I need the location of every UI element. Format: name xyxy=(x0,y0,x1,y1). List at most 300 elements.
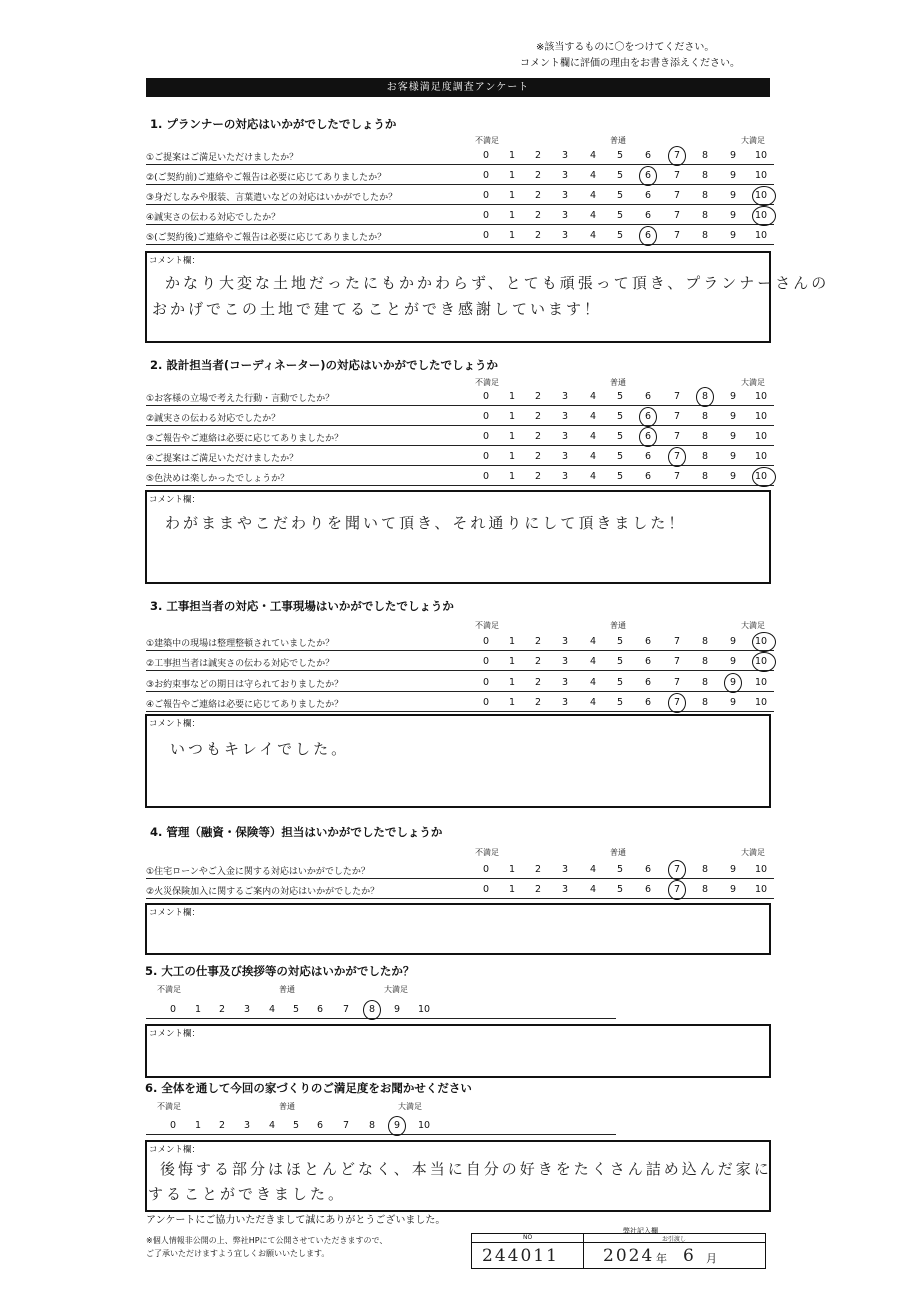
scale-number[interactable]: 0 xyxy=(482,391,490,402)
scale-underline xyxy=(146,1134,616,1135)
scale-number[interactable]: 10 xyxy=(754,636,768,647)
scale-number[interactable]: 1 xyxy=(508,190,516,201)
scale-number[interactable]: 9 xyxy=(729,451,737,462)
answer-circle-mark xyxy=(752,632,776,652)
scale-number[interactable]: 4 xyxy=(589,636,597,647)
scale-number[interactable]: 6 xyxy=(644,656,652,667)
scale-number[interactable]: 0 xyxy=(482,150,490,161)
scale-number[interactable]: 9 xyxy=(729,677,737,688)
scale-number[interactable]: 10 xyxy=(754,411,768,422)
thanks-text: アンケートにご協力いただきまして誠にありがとうございました。 xyxy=(146,1215,446,1226)
scale-number[interactable]: 3 xyxy=(561,471,569,482)
question-label: ①建築中の現場は整理整頓されていましたか？ xyxy=(146,639,335,649)
scale-number[interactable]: 0 xyxy=(482,451,490,462)
scale-number[interactable]: 9 xyxy=(729,864,737,875)
scale-number[interactable]: 10 xyxy=(754,391,768,402)
answer-circle-mark xyxy=(668,146,686,166)
question-underline xyxy=(146,244,774,245)
handwritten-comment: おかげでこの土地で建てることができ感謝しています！ xyxy=(152,300,603,318)
question-underline xyxy=(146,445,774,446)
scale-number[interactable]: 3 xyxy=(561,190,569,201)
scale-number[interactable]: 2 xyxy=(534,884,542,895)
question-label: ②工事担当者は誠実さの伝わる対応でしたか？ xyxy=(146,659,335,669)
scale-number[interactable]: 9 xyxy=(729,656,737,667)
comment-box[interactable] xyxy=(145,903,771,955)
scale-number[interactable]: 7 xyxy=(673,884,681,895)
scale-number[interactable]: 10 xyxy=(754,230,768,241)
scale-number[interactable]: 7 xyxy=(673,411,681,422)
scale-number[interactable]: 3 xyxy=(561,636,569,647)
scale-number[interactable]: 8 xyxy=(701,451,709,462)
scale-number[interactable]: 3 xyxy=(561,451,569,462)
scale-number[interactable]: 9 xyxy=(729,884,737,895)
scale-number[interactable]: 5 xyxy=(616,697,624,708)
scale-number[interactable]: 8 xyxy=(368,1004,376,1015)
scale-number[interactable]: 5 xyxy=(616,210,624,221)
question-label: ⑤(ご契約後)ご連絡やご報告は必要に応じてありましたか？ xyxy=(146,233,387,243)
scale-number[interactable]: 1 xyxy=(508,864,516,875)
scale-number[interactable]: 2 xyxy=(534,431,542,442)
scale-number[interactable]: 8 xyxy=(701,697,709,708)
comment-box-label: コメント欄： xyxy=(149,1029,201,1039)
scale-number[interactable]: 4 xyxy=(589,864,597,875)
scale-number[interactable]: 0 xyxy=(482,864,490,875)
scale-number[interactable]: 2 xyxy=(534,451,542,462)
scale-number[interactable]: 9 xyxy=(729,636,737,647)
scale-number[interactable]: 3 xyxy=(561,677,569,688)
scale-number[interactable]: 3 xyxy=(561,170,569,181)
scale-number[interactable]: 5 xyxy=(616,150,624,161)
scale-number[interactable]: 2 xyxy=(534,190,542,201)
scale-number[interactable]: 9 xyxy=(729,230,737,241)
scale-label-high: 大満足 xyxy=(741,136,765,145)
comment-box[interactable] xyxy=(145,1024,771,1078)
answer-circle-mark xyxy=(668,860,686,880)
scale-number[interactable]: 5 xyxy=(616,884,624,895)
scale-number[interactable]: 7 xyxy=(342,1004,350,1015)
scale-number[interactable]: 1 xyxy=(508,677,516,688)
scale-number[interactable]: 4 xyxy=(589,230,597,241)
scale-number[interactable]: 7 xyxy=(673,431,681,442)
scale-label-high: 大満足 xyxy=(741,378,765,387)
scale-number[interactable]: 6 xyxy=(644,864,652,875)
scale-number[interactable]: 0 xyxy=(482,431,490,442)
scale-number[interactable]: 10 xyxy=(754,150,768,161)
scale-number[interactable]: 1 xyxy=(194,1120,202,1131)
scale-number[interactable]: 5 xyxy=(616,656,624,667)
question-label: ⑤色決めは楽しかったでしょうか？ xyxy=(146,474,290,484)
scale-number[interactable]: 8 xyxy=(701,677,709,688)
scale-number[interactable]: 4 xyxy=(589,431,597,442)
scale-number[interactable]: 3 xyxy=(561,431,569,442)
office-use-label: 弊社記入欄 xyxy=(623,1227,658,1235)
scale-number[interactable]: 0 xyxy=(482,411,490,422)
scale-number[interactable]: 2 xyxy=(534,697,542,708)
scale-number[interactable]: 7 xyxy=(673,677,681,688)
answer-circle-mark xyxy=(752,652,776,672)
scale-number[interactable]: 1 xyxy=(508,471,516,482)
scale-number[interactable]: 6 xyxy=(644,677,652,688)
scale-number[interactable]: 2 xyxy=(534,170,542,181)
scale-number[interactable]: 4 xyxy=(589,210,597,221)
answer-circle-mark xyxy=(639,427,657,447)
scale-number[interactable]: 2 xyxy=(534,150,542,161)
scale-label-mid: 普通 xyxy=(610,621,626,630)
answer-circle-mark xyxy=(724,673,742,693)
scale-number[interactable]: 1 xyxy=(508,697,516,708)
scale-number[interactable]: 10 xyxy=(754,697,768,708)
scale-number[interactable]: 0 xyxy=(482,471,490,482)
scale-number[interactable]: 8 xyxy=(701,230,709,241)
scale-number[interactable]: 7 xyxy=(673,170,681,181)
scale-number[interactable]: 0 xyxy=(482,170,490,181)
scale-number[interactable]: 3 xyxy=(561,864,569,875)
scale-number[interactable]: 7 xyxy=(673,210,681,221)
scale-number[interactable]: 9 xyxy=(729,190,737,201)
scale-label-high: 大満足 xyxy=(384,985,408,994)
scale-number[interactable]: 4 xyxy=(268,1004,276,1015)
scale-number[interactable]: 8 xyxy=(701,150,709,161)
scale-number[interactable]: 5 xyxy=(616,677,624,688)
scale-number[interactable]: 9 xyxy=(729,210,737,221)
scale-number[interactable]: 4 xyxy=(589,656,597,667)
month-suffix: 月 xyxy=(706,1252,717,1265)
scale-number[interactable]: 8 xyxy=(701,471,709,482)
scale-number[interactable]: 2 xyxy=(534,636,542,647)
handwritten-comment: かなり大変な土地だったにもかかわらず、とても頑張って頂き、プランナーさんの xyxy=(165,274,830,292)
scale-number[interactable]: 1 xyxy=(508,411,516,422)
comment-box[interactable] xyxy=(145,490,771,584)
scale-number[interactable]: 1 xyxy=(508,431,516,442)
question-label: ④ご報告やご連絡は必要に応じてありましたか？ xyxy=(146,700,344,710)
answer-circle-mark xyxy=(639,407,657,427)
scale-number[interactable]: 1 xyxy=(508,636,516,647)
handover-year-value: 2024 xyxy=(603,1246,655,1266)
scale-number[interactable]: 5 xyxy=(616,170,624,181)
question-underline xyxy=(146,650,774,651)
scale-number[interactable]: 7 xyxy=(673,864,681,875)
instruction-note-circle: ※該当するものに〇をつけてください。 xyxy=(536,42,715,53)
scale-number[interactable]: 7 xyxy=(342,1120,350,1131)
scale-underline xyxy=(146,1018,616,1019)
scale-number[interactable]: 9 xyxy=(729,471,737,482)
scale-number[interactable]: 0 xyxy=(482,190,490,201)
scale-number[interactable]: 7 xyxy=(673,190,681,201)
section-title-4: 4. 管理（融資・保険等）担当はいかがでしたでしょうか xyxy=(150,825,443,839)
section-title-1: 1. プランナーの対応はいかがでしたでしょうか xyxy=(150,117,397,131)
question-label: ①住宅ローンやご入金に関する対応はいかがでしたか？ xyxy=(146,867,370,877)
scale-number[interactable]: 8 xyxy=(701,884,709,895)
scale-number[interactable]: 4 xyxy=(589,391,597,402)
section-title-5: 5. 大工の仕事及び挨拶等の対応はいかがでしたか？ xyxy=(145,964,415,978)
scale-number[interactable]: 4 xyxy=(268,1120,276,1131)
scale-number[interactable]: 2 xyxy=(534,471,542,482)
scale-label-high: 大満足 xyxy=(741,621,765,630)
scale-number[interactable]: 9 xyxy=(729,170,737,181)
scale-number[interactable]: 6 xyxy=(644,884,652,895)
scale-number[interactable]: 8 xyxy=(701,656,709,667)
scale-number[interactable]: 10 xyxy=(754,170,768,181)
question-label: ②火災保険加入に関するご案内の対応はいかがでしたか？ xyxy=(146,887,380,897)
answer-circle-mark xyxy=(639,166,657,186)
scale-number[interactable]: 6 xyxy=(644,431,652,442)
answer-circle-mark xyxy=(668,693,686,713)
scale-number[interactable]: 3 xyxy=(561,210,569,221)
scale-number[interactable]: 7 xyxy=(673,451,681,462)
scale-number[interactable]: 1 xyxy=(508,230,516,241)
scale-number[interactable]: 10 xyxy=(754,431,768,442)
scale-number[interactable]: 8 xyxy=(701,170,709,181)
scale-number[interactable]: 0 xyxy=(482,677,490,688)
scale-number[interactable]: 5 xyxy=(616,636,624,647)
answer-circle-mark xyxy=(752,206,776,226)
scale-label-high: 大満足 xyxy=(398,1102,422,1111)
scale-number[interactable]: 7 xyxy=(673,471,681,482)
scale-number[interactable]: 0 xyxy=(482,656,490,667)
scale-number[interactable]: 1 xyxy=(508,884,516,895)
scale-number[interactable]: 1 xyxy=(508,170,516,181)
scale-label-mid: 普通 xyxy=(610,378,626,387)
scale-label-mid: 普通 xyxy=(610,136,626,145)
scale-number[interactable]: 8 xyxy=(701,210,709,221)
scale-number[interactable]: 4 xyxy=(589,190,597,201)
scale-number[interactable]: 2 xyxy=(218,1004,226,1015)
scale-number[interactable]: 4 xyxy=(589,471,597,482)
scale-number[interactable]: 4 xyxy=(589,411,597,422)
scale-number[interactable]: 3 xyxy=(243,1004,251,1015)
scale-number[interactable]: 8 xyxy=(701,431,709,442)
scale-number[interactable]: 10 xyxy=(754,451,768,462)
scale-number[interactable]: 2 xyxy=(534,411,542,422)
scale-number[interactable]: 5 xyxy=(292,1004,300,1015)
scale-number[interactable]: 2 xyxy=(534,677,542,688)
question-underline xyxy=(146,485,774,486)
handwritten-comment: わがままやこだわりを聞いて頂き、それ通りにして頂きました！ xyxy=(165,514,687,532)
question-underline xyxy=(146,204,774,205)
question-underline xyxy=(146,691,774,692)
scale-number[interactable]: 3 xyxy=(561,391,569,402)
privacy-note-1: ※個人情報非公開の上、弊社HPにて公開させていただきますので、 xyxy=(146,1236,388,1245)
question-label: ②(ご契約前)ご連絡やご報告は必要に応じてありましたか？ xyxy=(146,173,387,183)
comment-box-label: コメント欄： xyxy=(149,719,201,729)
scale-number[interactable]: 1 xyxy=(508,656,516,667)
scale-label-low: 不満足 xyxy=(157,985,181,994)
scale-number[interactable]: 5 xyxy=(616,230,624,241)
scale-number[interactable]: 2 xyxy=(534,210,542,221)
scale-number[interactable]: 8 xyxy=(368,1120,376,1131)
handwritten-comment: することができました。 xyxy=(148,1185,347,1203)
scale-label-high: 大満足 xyxy=(741,848,765,857)
scale-number[interactable]: 4 xyxy=(589,884,597,895)
question-label: ③お約束事などの期日は守られておりましたか？ xyxy=(146,680,344,690)
year-suffix: 年 xyxy=(656,1252,667,1265)
handwritten-comment: いつもキレイでした。 xyxy=(170,740,350,758)
scale-number[interactable]: 5 xyxy=(616,471,624,482)
office-box-header-line xyxy=(471,1242,765,1243)
office-no-label: NO xyxy=(523,1234,533,1241)
scale-number[interactable]: 10 xyxy=(754,190,768,201)
scale-label-mid: 普通 xyxy=(279,985,295,994)
answer-circle-mark xyxy=(668,880,686,900)
scale-number[interactable]: 6 xyxy=(316,1004,324,1015)
comment-box-label: コメント欄： xyxy=(149,908,201,918)
question-underline xyxy=(146,184,774,185)
privacy-note-2: ご了承いただけますよう宜しくお願いいたします。 xyxy=(146,1249,330,1258)
scale-number[interactable]: 0 xyxy=(169,1004,177,1015)
scale-number[interactable]: 6 xyxy=(644,190,652,201)
scale-number[interactable]: 10 xyxy=(754,884,768,895)
scale-number[interactable]: 4 xyxy=(589,150,597,161)
scale-number[interactable]: 0 xyxy=(482,210,490,221)
scale-number[interactable]: 1 xyxy=(508,210,516,221)
comment-box[interactable] xyxy=(145,251,771,343)
section-title-2: 2. 設計担当者(コーディネーター)の対応はいかがでしたでしょうか xyxy=(150,358,498,372)
scale-number[interactable]: 3 xyxy=(561,150,569,161)
scale-number[interactable]: 6 xyxy=(644,230,652,241)
scale-number[interactable]: 3 xyxy=(561,230,569,241)
scale-number[interactable]: 6 xyxy=(644,451,652,462)
scale-number[interactable]: 6 xyxy=(644,697,652,708)
scale-number[interactable]: 9 xyxy=(393,1004,401,1015)
scale-number[interactable]: 4 xyxy=(589,697,597,708)
scale-number[interactable]: 2 xyxy=(534,656,542,667)
scale-number[interactable]: 9 xyxy=(729,150,737,161)
scale-number[interactable]: 7 xyxy=(673,636,681,647)
office-box-divider xyxy=(583,1233,584,1268)
scale-number[interactable]: 4 xyxy=(589,677,597,688)
scale-number[interactable]: 10 xyxy=(754,864,768,875)
scale-number[interactable]: 10 xyxy=(417,1120,431,1131)
scale-number[interactable]: 3 xyxy=(561,884,569,895)
scale-number[interactable]: 0 xyxy=(482,697,490,708)
scale-number[interactable]: 8 xyxy=(701,864,709,875)
scale-number[interactable]: 2 xyxy=(534,391,542,402)
scale-number[interactable]: 6 xyxy=(644,471,652,482)
comment-box-label: コメント欄： xyxy=(149,1145,201,1155)
answer-circle-mark xyxy=(639,226,657,246)
instruction-note-comment: コメント欄に評価の理由をお書き添えください。 xyxy=(520,58,740,69)
question-label: ④誠実さの伝わる対応でしたか？ xyxy=(146,213,281,223)
scale-number[interactable]: 7 xyxy=(673,391,681,402)
scale-label-low: 不満足 xyxy=(475,848,499,857)
scale-number[interactable]: 1 xyxy=(508,451,516,462)
answer-circle-mark xyxy=(388,1116,406,1136)
question-label: ①ご提案はご満足いただけましたか？ xyxy=(146,153,299,163)
scale-number[interactable]: 6 xyxy=(644,170,652,181)
scale-number[interactable]: 10 xyxy=(754,471,768,482)
question-label: ②誠実さの伝わる対応でしたか？ xyxy=(146,414,281,424)
question-label: ③ご報告やご連絡は必要に応じてありましたか？ xyxy=(146,434,344,444)
scale-number[interactable]: 10 xyxy=(754,656,768,667)
scale-number[interactable]: 8 xyxy=(701,391,709,402)
scale-number[interactable]: 5 xyxy=(616,190,624,201)
scale-number[interactable]: 4 xyxy=(589,170,597,181)
scale-number[interactable]: 2 xyxy=(534,230,542,241)
office-date-label: お引渡し xyxy=(662,1236,687,1243)
comment-box-label: コメント欄： xyxy=(149,495,201,505)
scale-label-low: 不満足 xyxy=(475,136,499,145)
question-underline xyxy=(146,405,774,406)
scale-number[interactable]: 8 xyxy=(701,636,709,647)
scale-number[interactable]: 1 xyxy=(194,1004,202,1015)
question-underline xyxy=(146,425,774,426)
scale-number[interactable]: 6 xyxy=(644,411,652,422)
scale-number[interactable]: 10 xyxy=(417,1004,431,1015)
scale-number[interactable]: 7 xyxy=(673,697,681,708)
customer-no-value: 244011 xyxy=(482,1246,559,1266)
scale-number[interactable]: 5 xyxy=(616,864,624,875)
handwritten-comment: 後悔する部分はほとんどなく、本当に自分の好きをたくさん詰め込んだ家に xyxy=(160,1160,772,1178)
scale-number[interactable]: 6 xyxy=(644,150,652,161)
scale-number[interactable]: 10 xyxy=(754,210,768,221)
scale-number[interactable]: 6 xyxy=(644,636,652,647)
scale-number[interactable]: 3 xyxy=(243,1120,251,1131)
scale-label-low: 不満足 xyxy=(157,1102,181,1111)
scale-number[interactable]: 3 xyxy=(561,656,569,667)
scale-number[interactable]: 9 xyxy=(729,411,737,422)
scale-number[interactable]: 5 xyxy=(292,1120,300,1131)
question-label: ③身だしなみや服装、言葉遣いなどの対応はいかがでしたか？ xyxy=(146,193,398,203)
scale-number[interactable]: 8 xyxy=(701,411,709,422)
scale-number[interactable]: 9 xyxy=(729,391,737,402)
question-label: ④ご提案はご満足いただけましたか？ xyxy=(146,454,299,464)
answer-circle-mark xyxy=(363,1000,381,1020)
scale-number[interactable]: 2 xyxy=(218,1120,226,1131)
scale-number[interactable]: 2 xyxy=(534,864,542,875)
question-underline xyxy=(146,224,774,225)
answer-circle-mark xyxy=(696,387,714,407)
section-title-6: 6. 全体を通して今回の家づくりのご満足度をお聞かせください xyxy=(145,1081,472,1095)
scale-number[interactable]: 0 xyxy=(169,1120,177,1131)
scale-number[interactable]: 1 xyxy=(508,391,516,402)
scale-number[interactable]: 0 xyxy=(482,230,490,241)
scale-number[interactable]: 3 xyxy=(561,411,569,422)
scale-label-mid: 普通 xyxy=(610,848,626,857)
scale-number[interactable]: 6 xyxy=(644,391,652,402)
question-underline xyxy=(146,670,774,671)
scale-number[interactable]: 9 xyxy=(729,431,737,442)
answer-circle-mark xyxy=(752,186,776,206)
scale-number[interactable]: 7 xyxy=(673,230,681,241)
scale-number[interactable]: 5 xyxy=(616,451,624,462)
scale-number[interactable]: 1 xyxy=(508,150,516,161)
comment-box[interactable] xyxy=(145,714,771,808)
answer-circle-mark xyxy=(752,467,776,487)
scale-number[interactable]: 6 xyxy=(644,210,652,221)
scale-number[interactable]: 0 xyxy=(482,884,490,895)
scale-number[interactable]: 6 xyxy=(316,1120,324,1131)
comment-box-label: コメント欄： xyxy=(149,256,201,266)
scale-number[interactable]: 3 xyxy=(561,697,569,708)
survey-title-bar: お客様満足度調査アンケート xyxy=(146,78,770,97)
scale-number[interactable]: 10 xyxy=(754,677,768,688)
scale-number[interactable]: 5 xyxy=(616,411,624,422)
scale-number[interactable]: 5 xyxy=(616,391,624,402)
section-title-3: 3. 工事担当者の対応・工事現場はいかがでしたでしょうか xyxy=(150,599,454,613)
scale-number[interactable]: 0 xyxy=(482,636,490,647)
scale-number[interactable]: 4 xyxy=(589,451,597,462)
scale-number[interactable]: 8 xyxy=(701,190,709,201)
scale-label-mid: 普通 xyxy=(279,1102,295,1111)
answer-circle-mark xyxy=(668,447,686,467)
handover-month-value: 6 xyxy=(683,1246,697,1266)
scale-number[interactable]: 9 xyxy=(393,1120,401,1131)
scale-number[interactable]: 5 xyxy=(616,431,624,442)
scale-number[interactable]: 7 xyxy=(673,656,681,667)
scale-number[interactable]: 9 xyxy=(729,697,737,708)
scale-label-low: 不満足 xyxy=(475,378,499,387)
scale-number[interactable]: 7 xyxy=(673,150,681,161)
